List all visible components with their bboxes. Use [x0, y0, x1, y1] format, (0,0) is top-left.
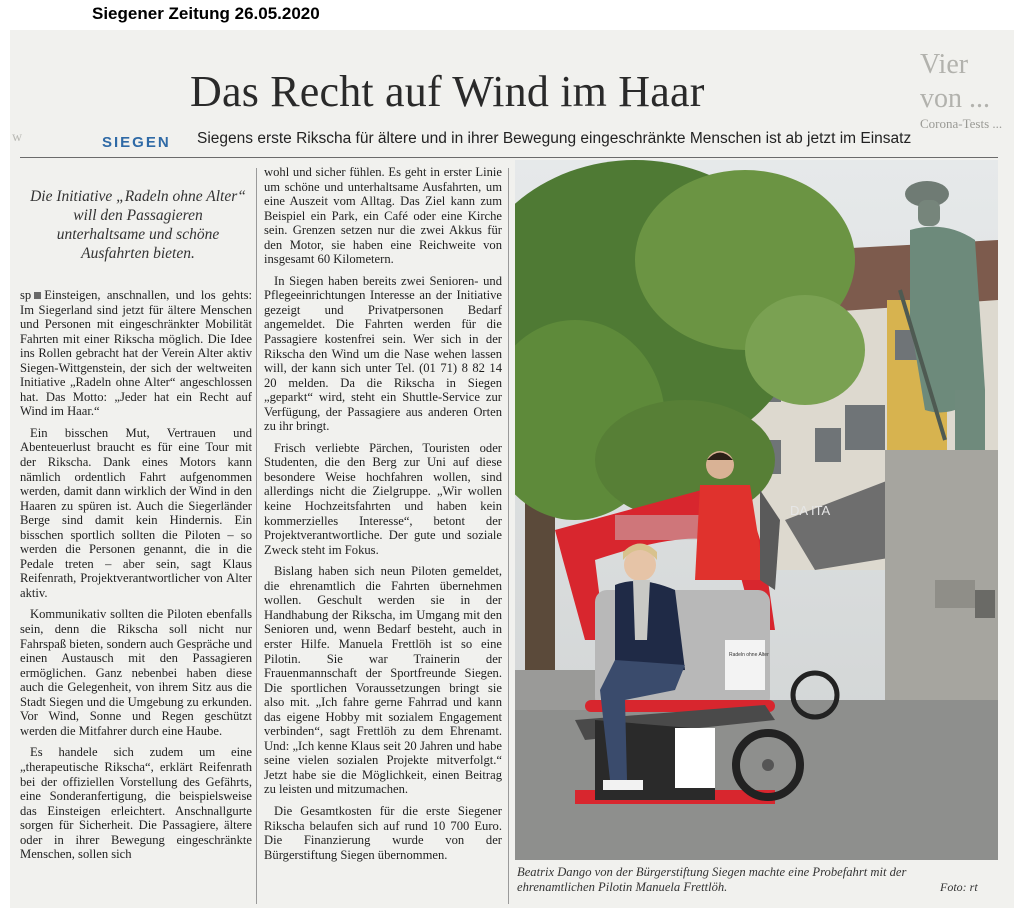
adjacent-article-fragment: [920, 48, 1014, 128]
paragraph: Frisch verliebte Pärchen, Touristen oder Studenten, die den Berg zur Uni auf diese besondere Weise hochfahren wollen, sind allerdings nicht die Zielgruppe. „Wir wollen keine Hochzeitsfahrten und haben kein kommerzielles Interesse“, betont der Projektverantwortliche. Der gute und soziale Zweck steht im Fokus.: [264, 440, 502, 557]
adjacent-headline-fragment: Vier von ...: [920, 49, 990, 114]
photo-credit: Foto: rt: [940, 880, 978, 894]
article-photo: [515, 160, 998, 860]
adjacent-text-fragment: Corona-Tests ...: [920, 116, 1003, 128]
paragraph: Es handele sich zudem um eine „therapeutische Rikscha“, erklärt Reifenrath bei der offiziellen Vorstellung des Gefährts, eine Sonderanfertigung, die beispielsweise das Einsteigen erleichtert. Anschnallgurte sorgen für Sicherheit. Die Passagiere, ältere oder in ihrer Bewegung eingeschränkte Menschen, sollen sich: [20, 745, 252, 862]
byline: sp: [20, 288, 32, 302]
photo-caption: Beatrix Dango von der Bürgerstiftung Siegen machte eine Probefahrt mit der ehrenamtlichen Pilotin Manuela Frettlöh.: [517, 865, 907, 894]
photo-illustration: [515, 160, 998, 860]
rickshaw-sign-label: Radeln ohne Alter: [729, 652, 769, 658]
paragraph: Einsteigen, anschnallen, und los gehts: Im Siegerland sind jetzt für ältere Menschen und Personen mit eingeschränkter Mobilität Fahrten mit einer Rikscha möglich. Die Idee ins Rollen gebracht hat der Verein Alter aktiv Siegen-Wittgenstein, der sich der weltweiten Initiative „Radeln ohne Alter“ angeschlossen hat. Das Motto: „Jeder hat ein Recht auf Wind im Haar.“: [20, 288, 252, 419]
article-subhead: Siegens erste Rikscha für ältere und in ihrer Bewegung eingeschränkte Menschen ist ab jetzt im Einsatz: [197, 130, 912, 147]
paragraph: wohl und sicher fühlen. Es geht in erster Linie um schöne und unterhaltsame Ausfahrten, um eine Auszeit vom Alltag. Das Ziel kann zum Beispiel ein Park, ein Café oder eine Kirche sein. Grenzen setzen nur die zwei Akkus für den Motor, sie haben eine Reichweite von insgesamt 60 Kilometern.: [264, 165, 502, 267]
byline-square-icon: [34, 292, 41, 299]
adjacent-left-fragment: w: [12, 130, 23, 145]
newspaper-source-label: Siegener Zeitung 26.05.2020: [92, 4, 320, 23]
section-kicker: SIEGEN: [102, 134, 171, 151]
article-column-2: [264, 165, 502, 869]
column-separator: [256, 168, 257, 904]
article-headline: Das Recht auf Wind im Haar: [190, 67, 705, 116]
shop-sign: DA ITA: [790, 503, 831, 518]
article-column-1: [20, 288, 252, 869]
paragraph: In Siegen haben bereits zwei Senioren- und Pflegeeinrichtungen Interesse an der Initiative gezeigt und Privatpersonen Bedarf angemeldet. Die Fahrten werden für die Passagiere kostenfrei sein. Wer sich in der Rikscha den Wind um die Nase wehen lassen will, der kann sich unter Tel. (01 71) 8 82 14 20 melden. Da die Rikscha in Siegen „geparkt“ wird, steht ein Shuttle-Service zur Verfügung, der Passagiere aus anderen Orten zu ihr bringt.: [264, 273, 502, 434]
paragraph: Ein bisschen Mut, Vertrauen und Abenteuerlust braucht es für eine Tour mit der Rikscha. Dank eines Motors kann nämlich ordentlich Fahrt aufgenommen werden, damit dann wirklich der Wind in den Haaren zu spüren ist. Auch die Siegerländer Berge sind damit kein Hindernis. Ein bisschen sportlich sollten die Piloten – so werden die Personen genannt, die in die Pedale treten – aber sein, sagt Klaus Reifenrath, Projektverantwortlicher von Alter aktiv.: [20, 425, 252, 600]
paragraph: Die Gesamtkosten für die erste Siegener Rikscha belaufen sich auf rund 10 700 Euro. Die Finanzierung wurde von der Bürgerstiftung Siegen übernommen.: [264, 803, 502, 862]
header-rule: [20, 157, 998, 158]
article-lead: Die Initiative „Radeln ohne Alter“ will den Passagieren unterhaltsame und schöne Ausfahrten bieten.: [30, 188, 246, 262]
column-separator: [508, 168, 509, 904]
paragraph: Kommunikativ sollten die Piloten ebenfalls sein, denn die Rikscha soll nicht nur Fahrspaß bieten, sondern auch Gespräche und einen Austausch mit den Passagieren ermöglichen. Ganz nebenbei haben diese auch die Gelegenheit, von ihrem Sitz aus die Stadt Siegen und die Umgebung zu erkunden. Vor Wind, Sonne und Regen geschützt werden die Mitfahrer durch eine Haube.: [20, 607, 252, 738]
paragraph: Bislang haben sich neun Piloten gemeldet, die ehrenamtlich die Fahrten übernehmen wollen. Geschult werden sie in der Handhabung der Rikscha, im Umgang mit den Senioren und, wenn Bedarf besteht, auch in erster Hilfe. Manuela Frettlöh ist so eine Pilotin. Sie war Trainerin der Frauenmannschaft der Sportfreunde Siegen. Die sportlichen Voraussetzungen bringt sie also mit. „Ich fahre gerne Fahrrad und kann das eigene Hobby mit sozialem Engagement verbinden“, sagt Frettlöh zu dem Ehrenamt. Und: „Ich kenne Klaus seit 20 Jahren und habe seine vielen sozialen Projekte mitverfolgt.“ Jetzt habe sie die Möglichkeit, einen Beitrag zu leisten und mitzumachen.: [264, 564, 502, 797]
